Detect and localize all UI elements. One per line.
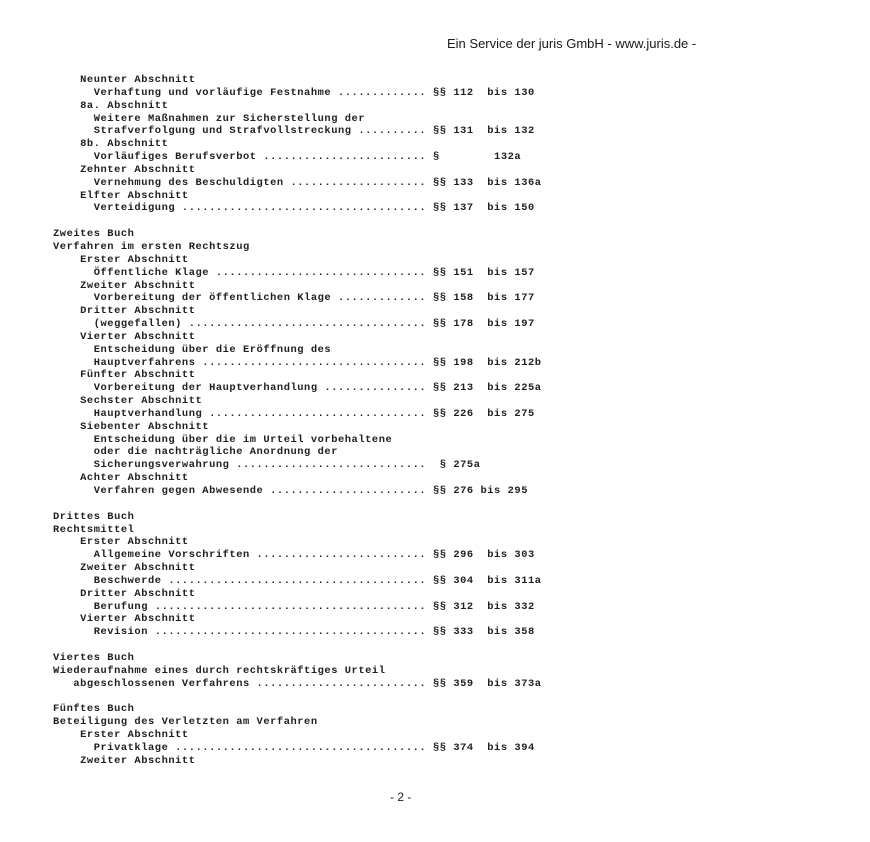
toc-line: 8b. Abschnitt [53, 138, 169, 151]
toc-blank-line [53, 498, 542, 511]
toc-line: abgeschlossenen Verfahrens ......................... §§ 359 bis 373a [53, 677, 542, 690]
toc-line: Sicherungsverwahrung ............................ § 275a [53, 459, 481, 472]
toc-line: Fünfter Abschnitt [53, 369, 196, 382]
toc-line: Verteidigung .................................... §§ 137 bis 150 [53, 202, 535, 215]
toc-line: Erster Abschnitt [53, 536, 189, 549]
toc-line: Verhaftung und vorläufige Festnahme ............. §§ 112 bis 130 [53, 86, 535, 99]
toc-line: Vierter Abschnitt [53, 330, 196, 343]
toc-line: Rechtsmittel [53, 523, 135, 536]
toc-blank-line [53, 691, 542, 704]
toc-line: Verfahren im ersten Rechtszug [53, 240, 250, 253]
toc-line: Weitere Maßnahmen zur Sicherstellung der [53, 112, 366, 125]
toc-line: Viertes Buch [53, 651, 135, 664]
toc-line: Privatklage ..................................... §§ 374 bis 394 [53, 741, 535, 754]
toc-line: Hauptverfahrens ................................. §§ 198 bis 212b [53, 356, 542, 369]
toc-line: Achter Abschnitt [53, 472, 189, 485]
toc-line: Strafverfolgung und Strafvollstreckung .......... §§ 131 bis 132 [53, 125, 535, 138]
toc-line: Revision ........................................ §§ 333 bis 358 [53, 626, 535, 639]
toc-line: Vierter Abschnitt [53, 613, 196, 626]
toc-line: Zweiter Abschnitt [53, 754, 196, 767]
toc-line: Elfter Abschnitt [53, 189, 189, 202]
toc-line: Vorbereitung der öffentlichen Klage ............. §§ 158 bis 177 [53, 292, 535, 305]
toc-line: Fünftes Buch [53, 703, 135, 716]
toc-line: Beschwerde ...................................... §§ 304 bis 311a [53, 574, 542, 587]
toc-line: (weggefallen) ................................... §§ 178 bis 197 [53, 318, 535, 331]
toc-line: Entscheidung über die im Urteil vorbehaltene [53, 433, 393, 446]
toc-line: Sechster Abschnitt [53, 395, 203, 408]
toc-line: Vorläufiges Berufsverbot ........................ § 132a [53, 151, 522, 164]
page-header: Ein Service der juris GmbH - www.juris.de - [447, 36, 697, 51]
toc-blank-line [53, 215, 542, 228]
toc-line: Wiederaufnahme eines durch rechtskräftiges Urteil [53, 664, 386, 677]
toc-line: Hauptverhandlung ................................ §§ 226 bis 275 [53, 407, 535, 420]
toc-line: Öffentliche Klage ............................... §§ 151 bis 157 [53, 266, 535, 279]
toc-line: oder die nachträgliche Anordnung der [53, 446, 338, 459]
toc-line: Erster Abschnitt [53, 253, 189, 266]
toc-line: Zweiter Abschnitt [53, 562, 196, 575]
toc-line: Dritter Abschnitt [53, 587, 196, 600]
toc-line: Erster Abschnitt [53, 729, 189, 742]
table-of-contents [53, 74, 542, 768]
toc-line: Zweites Buch [53, 228, 135, 241]
toc-line: Neunter Abschnitt [53, 74, 196, 86]
toc-line: Vernehmung des Beschuldigten .................... §§ 133 bis 136a [53, 176, 542, 189]
toc-line: Zehnter Abschnitt [53, 163, 196, 176]
toc-line: Siebenter Abschnitt [53, 420, 210, 433]
toc-line: Verfahren gegen Abwesende ....................... §§ 276 bis 295 [53, 485, 528, 497]
toc-line: 8a. Abschnitt [53, 99, 169, 112]
toc-blank-line [53, 639, 542, 652]
toc-line: Beteiligung des Verletzten am Verfahren [53, 716, 318, 729]
toc-line: Drittes Buch [53, 510, 135, 523]
toc-line: Vorbereitung der Hauptverhandlung ............... §§ 213 bis 225a [53, 382, 542, 395]
toc-line: Entscheidung über die Eröffnung des [53, 343, 332, 356]
toc-line: Allgemeine Vorschriften ......................... §§ 296 bis 303 [53, 549, 535, 562]
toc-line: Zweiter Abschnitt [53, 279, 196, 292]
page-number: - 2 - [390, 790, 412, 804]
toc-line: Berufung ........................................ §§ 312 bis 332 [53, 600, 535, 613]
toc-line: Dritter Abschnitt [53, 305, 196, 318]
